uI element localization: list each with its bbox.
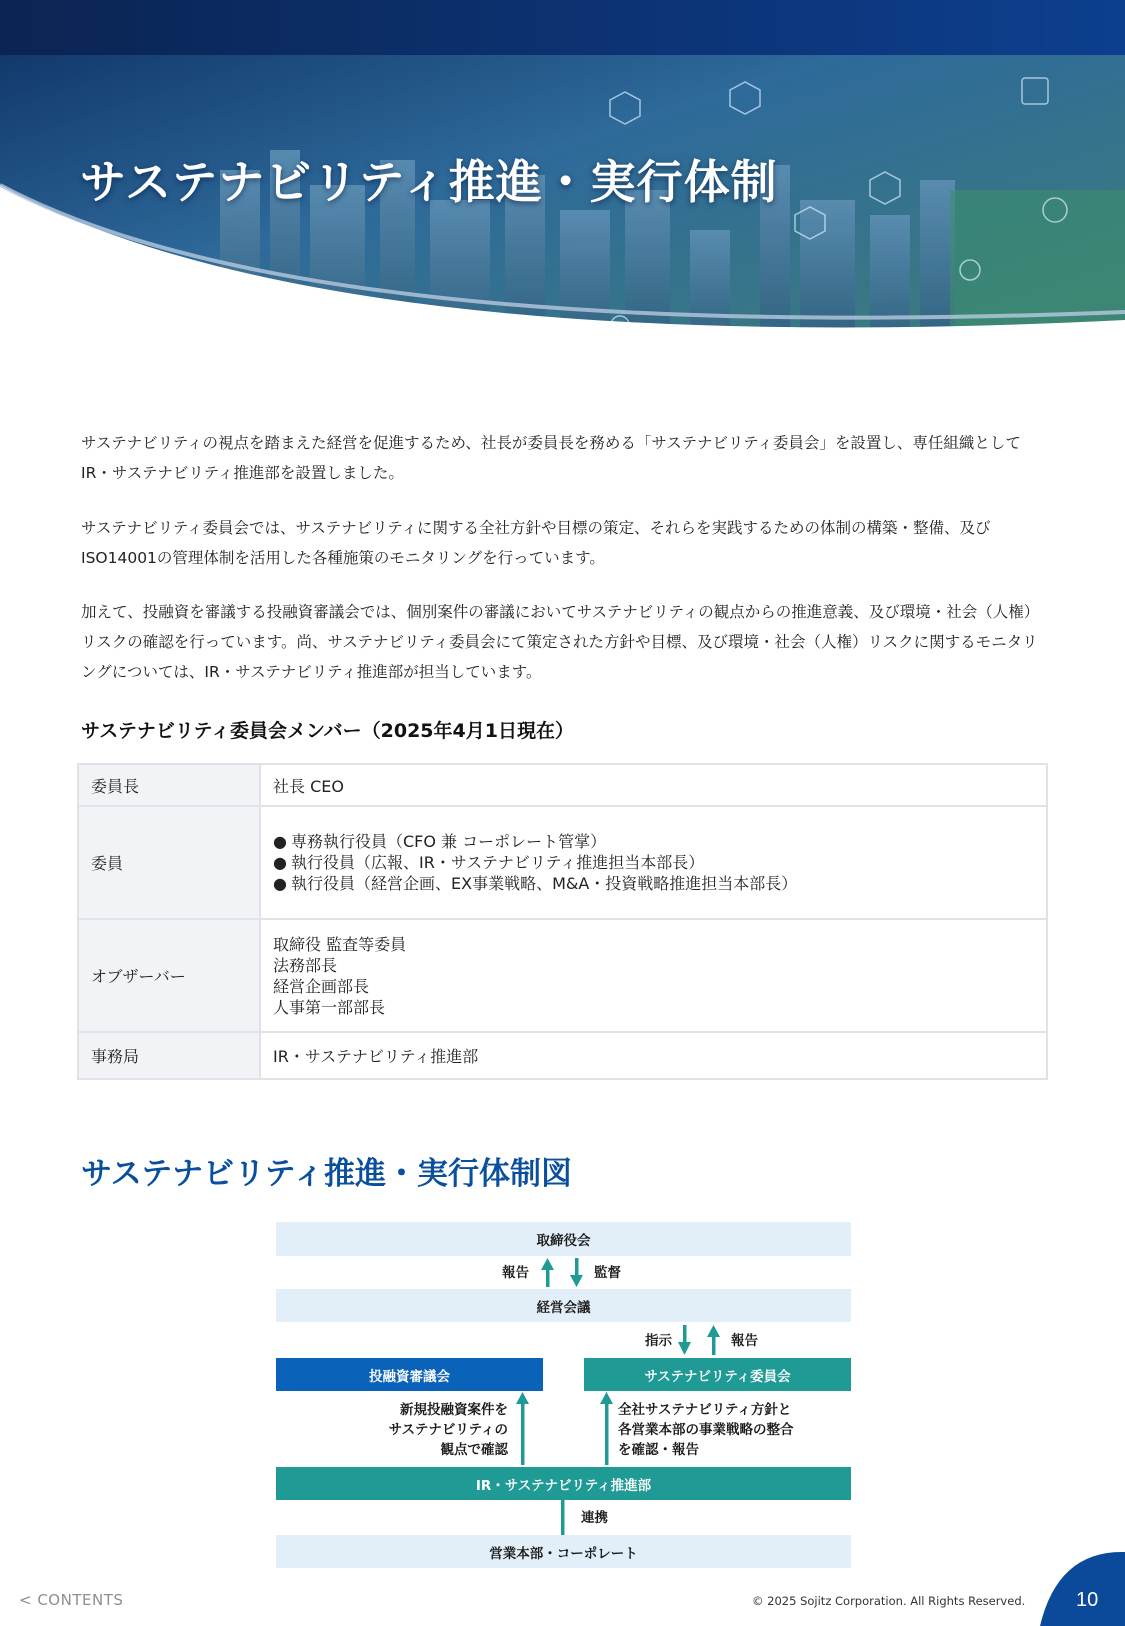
page-number: 10 xyxy=(1076,1589,1099,1611)
table-row xyxy=(78,764,1047,806)
sustainability-committee-box: サステナビリティ委員会 xyxy=(584,1358,851,1391)
up-arrow-shaft xyxy=(712,1335,716,1355)
coordination-line xyxy=(561,1499,565,1535)
row-value-observers xyxy=(260,919,1047,1032)
hero-banner xyxy=(0,0,1125,365)
list-item: 取締役 監査等委員 xyxy=(273,934,407,954)
observers-list xyxy=(273,934,1034,1018)
list-item: ● 執行役員（広報、IR・サステナビリティ推進担当本部長） xyxy=(273,853,705,872)
supervise-label: 監督 xyxy=(594,1265,621,1281)
list-item: 法務部長 xyxy=(273,955,338,975)
row-value-secretariat: IR・サステナビリティ推進部 xyxy=(260,1032,1047,1079)
left-note: 新規投融資案件を サステナビリティの 観点で確認 xyxy=(388,1402,508,1458)
up-arrow-head xyxy=(600,1392,613,1404)
table-row xyxy=(78,1032,1047,1079)
up-arrow-shaft xyxy=(521,1402,525,1465)
report-to-management-label: 報告 xyxy=(731,1333,758,1349)
list-item: 経営企画部長 xyxy=(273,976,370,996)
list-item: ● 専務執行役員（CFO 兼 コーポレート管掌） xyxy=(273,832,607,851)
right-note: 全社サステナビリティ方針と 各営業本部の事業戦略の整合 を確認・報告 xyxy=(618,1402,794,1458)
intro-paragraph-2: サステナビリティ委員会では、サステナビリティに関する全社方針や目標の策定、それらを実践するための体制の構築・整備、及び ISO14001の管理体制を活用した各種施策のモニタリングを行っています。 xyxy=(81,519,991,567)
page-number-tab xyxy=(1040,1550,1125,1626)
up-arrow-head xyxy=(707,1325,720,1337)
row-value-members xyxy=(260,806,1047,919)
table-row xyxy=(78,806,1047,919)
business-units-box: 営業本部・コーポレート xyxy=(276,1535,851,1568)
coordination-label: 連携 xyxy=(581,1510,608,1526)
table-row xyxy=(78,919,1047,1032)
bullet-icon: ● xyxy=(273,853,287,872)
intro-paragraph-1: サステナビリティの視点を踏まえた経営を促進するため、社長が委員長を務める「サステナビリティ委員会」を設置し、専任組織として IR・サステナビリティ推進部を設置しました。 xyxy=(81,434,1021,482)
row-label-observers: オブザーバー xyxy=(78,919,260,1032)
list-item: ● 執行役員（経営企画、EX事業戦略、M&A・投資戦略推進担当本部長） xyxy=(273,874,798,893)
up-arrow-shaft xyxy=(605,1402,609,1465)
investment-council-box: 投融資審議会 xyxy=(276,1358,543,1391)
down-arrow-shaft xyxy=(683,1325,687,1344)
up-arrow-head xyxy=(541,1258,554,1270)
row-label-members: 委員 xyxy=(78,806,260,919)
up-arrow-shaft xyxy=(546,1268,550,1287)
down-arrow-head xyxy=(570,1275,583,1287)
bullet-icon: ● xyxy=(273,874,287,893)
row-label-secretariat: 事務局 xyxy=(78,1032,260,1079)
report-to-board-label: 報告 xyxy=(502,1265,529,1281)
contents-link[interactable]: < CONTENTS xyxy=(19,1591,124,1609)
down-arrow-shaft xyxy=(575,1258,579,1277)
bullet-icon: ● xyxy=(273,832,287,851)
members-list xyxy=(273,831,1034,894)
down-arrow-head xyxy=(678,1342,691,1355)
management-box: 経営会議 xyxy=(276,1289,851,1322)
members-table xyxy=(77,763,1048,1080)
intro-paragraph-3: 加えて、投融資を審議する投融資審議会では、個別案件の審議においてサステナビリティの観点からの推進意義、及び環境・社会（人権）リスクの確認を行っています。尚、サステナビリティ委員会にて策定された方針や目標、及び環境・社会（人権）リスクに関するモニタリングについては、IR・サステナビリティ推進部が担当しています。 xyxy=(81,603,1040,681)
diagram-heading: サステナビリティ推進・実行体制図 xyxy=(81,1156,573,1192)
copyright: © 2025 Sojitz Corporation. All Rights Reserved. xyxy=(752,1594,1026,1608)
page-title: サステナビリティ推進・実行体制 xyxy=(80,155,778,209)
up-arrow-head xyxy=(516,1392,529,1404)
row-label-chair: 委員長 xyxy=(78,764,260,806)
instruct-label: 指示 xyxy=(645,1333,672,1349)
row-value-chair: 社長 CEO xyxy=(260,764,1047,806)
ir-department-box: IR・サステナビリティ推進部 xyxy=(276,1467,851,1500)
board-box: 取締役会 xyxy=(276,1222,851,1256)
list-item: 人事第一部部長 xyxy=(273,997,386,1017)
members-heading: サステナビリティ委員会メンバー（2025年4月1日現在） xyxy=(81,720,574,742)
